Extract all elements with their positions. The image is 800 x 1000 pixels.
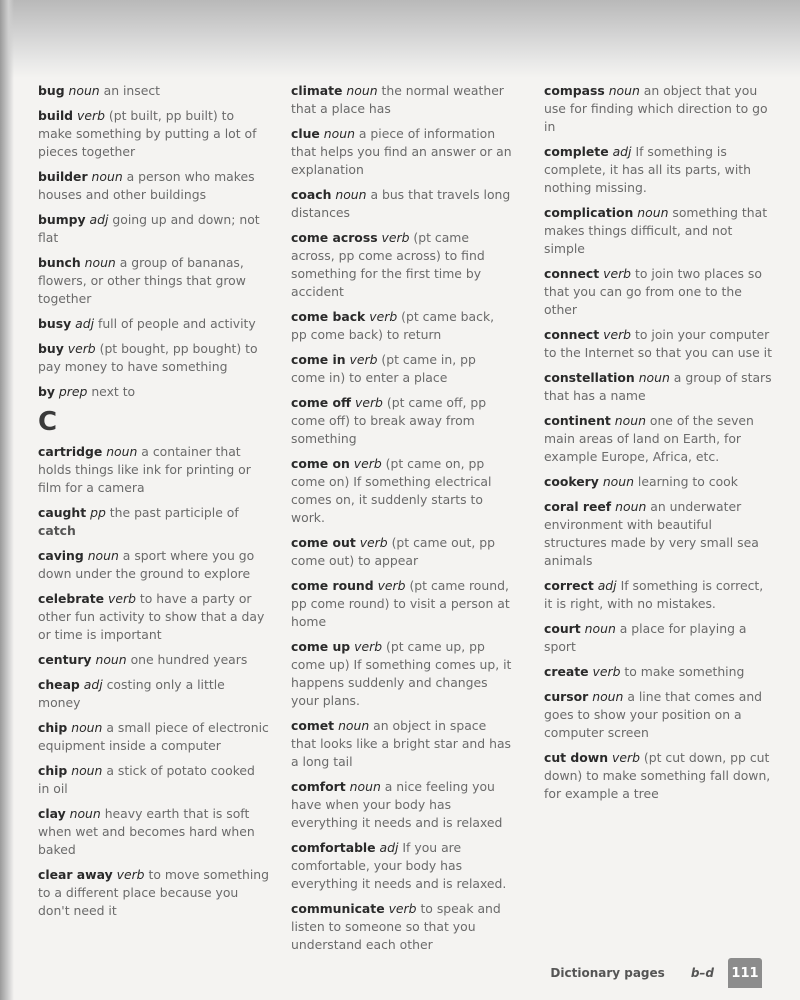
dictionary-entry — [544, 498, 772, 570]
dictionary-entry — [544, 412, 772, 466]
definition: If something is complete, it has all its parts, with nothing missing. — [544, 144, 751, 195]
part-of-speech: noun — [346, 83, 378, 98]
headword: communicate — [291, 901, 385, 916]
headword: caught — [38, 505, 87, 520]
part-of-speech: noun — [71, 763, 103, 778]
part-of-speech: verb — [377, 578, 406, 593]
definition: heavy earth that is soft when wet and becomes hard when baked — [38, 806, 255, 857]
headword: come on — [291, 456, 350, 471]
part-of-speech: pp — [90, 505, 106, 520]
part-of-speech: adj — [75, 316, 95, 331]
dictionary-entry — [544, 688, 772, 742]
part-of-speech: noun — [638, 370, 670, 385]
part-of-speech: noun — [615, 499, 647, 514]
headword: climate — [291, 83, 343, 98]
dictionary-entry — [38, 340, 270, 376]
definition: next to — [91, 384, 136, 399]
definition: to make something — [624, 664, 745, 679]
definition: If something is correct, it is right, with no mistakes. — [544, 578, 764, 611]
definition: If you are comfortable, your body has everything it needs and is relaxed. — [291, 840, 507, 891]
part-of-speech: adj — [379, 840, 399, 855]
part-of-speech: verb — [612, 750, 640, 765]
definition: costing only a little money — [38, 677, 225, 710]
dictionary-entry — [38, 383, 270, 401]
dictionary-entry — [291, 186, 513, 222]
headword: cartridge — [38, 444, 103, 459]
dictionary-entry — [291, 82, 513, 118]
headword: court — [544, 621, 581, 636]
part-of-speech: noun — [349, 779, 381, 794]
part-of-speech: noun — [87, 548, 119, 563]
definition: (pt cut down, pp cut down) to make something fall down, for example a tree — [544, 750, 771, 801]
definition: a small piece of electronic equipment inside a computer — [38, 720, 269, 753]
definition: an object that you use for finding which direction to go in — [544, 83, 768, 134]
headword: constellation — [544, 370, 635, 385]
cross-reference: catch — [38, 523, 76, 538]
headword: comfort — [291, 779, 346, 794]
dictionary-entry — [291, 455, 513, 527]
dictionary-entry — [291, 717, 513, 771]
definition: to join two places so that you can go from one to the other — [544, 266, 762, 317]
definition: a sport where you go down under the ground to explore — [38, 548, 255, 581]
headword: century — [38, 652, 92, 667]
definition: going up and down; not flat — [38, 212, 260, 245]
definition: a group of bananas, flowers, or other things that grow together — [38, 255, 246, 306]
page-number: 111 — [728, 958, 762, 988]
dictionary-entry — [38, 590, 270, 644]
part-of-speech: verb — [603, 266, 632, 281]
definition: a bus that travels long distances — [291, 187, 511, 220]
dictionary-entry — [38, 107, 270, 161]
definition: to join your computer to the Internet so that you can use it — [544, 327, 772, 360]
dictionary-entry — [544, 82, 772, 136]
headword: coral reef — [544, 499, 612, 514]
part-of-speech: verb — [381, 230, 410, 245]
headword: come out — [291, 535, 356, 550]
dictionary-entry — [38, 651, 270, 669]
definition: one hundred years — [130, 652, 248, 667]
dictionary-entry — [544, 204, 772, 258]
headword: clear away — [38, 867, 113, 882]
headword: celebrate — [38, 591, 105, 606]
part-of-speech: noun — [335, 187, 367, 202]
headword: cut down — [544, 750, 609, 765]
headword: come back — [291, 309, 366, 324]
headword: build — [38, 108, 74, 123]
headword: come round — [291, 578, 374, 593]
dictionary-entry — [544, 369, 772, 405]
part-of-speech: noun — [106, 444, 138, 459]
dictionary-entry — [38, 168, 270, 204]
part-of-speech: verb — [67, 341, 96, 356]
headword: come across — [291, 230, 378, 245]
headword: clue — [291, 126, 320, 141]
definition: a container that holds things like ink for printing or film for a camera — [38, 444, 251, 495]
definition: something that makes things difficult, and not simple — [544, 205, 768, 256]
headword: bumpy — [38, 212, 86, 227]
definition: a stick of potato cooked in oil — [38, 763, 255, 796]
definition: (pt came round, pp come round) to visit a person at home — [291, 578, 510, 629]
definition: to speak and listen to someone so that you understand each other — [291, 901, 501, 952]
headword: clay — [38, 806, 66, 821]
headword: buy — [38, 341, 64, 356]
headword: comfortable — [291, 840, 376, 855]
dictionary-entry — [38, 719, 270, 755]
headword: busy — [38, 316, 72, 331]
definition: an underwater environment with beautiful structures made by very small sea animals — [544, 499, 759, 568]
headword: complete — [544, 144, 609, 159]
headword: by — [38, 384, 55, 399]
dictionary-entry — [544, 143, 772, 197]
headword: connect — [544, 266, 600, 281]
definition: (pt came across, pp come across) to find something for the first time by accident — [291, 230, 485, 299]
part-of-speech: noun — [592, 689, 624, 704]
footer-title: Dictionary pages — [550, 966, 665, 980]
headword: cheap — [38, 677, 80, 692]
column-3 — [544, 82, 772, 803]
part-of-speech: verb — [603, 327, 632, 342]
headword: connect — [544, 327, 600, 342]
definition: (pt came off, pp come off) to break away from something — [291, 395, 487, 446]
part-of-speech: noun — [84, 255, 116, 270]
dictionary-entry — [38, 547, 270, 583]
dictionary-entry — [291, 900, 513, 954]
definition: a place for playing a sport — [544, 621, 747, 654]
dictionary-entry — [291, 394, 513, 448]
definition: to have a party or other fun activity to show that a day or time is important — [38, 591, 265, 642]
dictionary-entry — [291, 308, 513, 344]
part-of-speech: noun — [71, 720, 103, 735]
dictionary-entry — [544, 473, 772, 491]
dictionary-entry — [38, 676, 270, 712]
headword: compass — [544, 83, 605, 98]
part-of-speech: verb — [388, 901, 417, 916]
footer-range: b–d — [690, 966, 714, 980]
headword: continent — [544, 413, 611, 428]
definition: a person who makes houses and other buildings — [38, 169, 255, 202]
definition: (pt came in, pp come in) to enter a place — [291, 352, 476, 385]
dictionary-entry — [38, 82, 270, 100]
page-footer — [550, 958, 762, 988]
part-of-speech: verb — [355, 395, 383, 410]
part-of-speech: noun — [584, 621, 616, 636]
definition: to move something to a different place because you don't need it — [38, 867, 270, 918]
definition: a nice feeling you have when your body has everything it needs and is relaxed — [291, 779, 503, 830]
headword: come off — [291, 395, 352, 410]
headword: bug — [38, 83, 65, 98]
dictionary-entry — [291, 638, 513, 710]
definition: (pt bought, pp bought) to pay money to have something — [38, 341, 258, 374]
definition: learning to cook — [637, 474, 738, 489]
dictionary-entry — [544, 577, 772, 613]
headword: cookery — [544, 474, 599, 489]
headword: come up — [291, 639, 351, 654]
part-of-speech: noun — [323, 126, 355, 141]
dictionary-entry — [291, 534, 513, 570]
part-of-speech: noun — [95, 652, 127, 667]
part-of-speech: verb — [354, 639, 383, 654]
part-of-speech: prep — [58, 384, 88, 399]
definition: one of the seven main areas of land on Earth, for example Europe, Africa, etc. — [544, 413, 754, 464]
dictionary-entry — [38, 315, 270, 333]
dictionary-entry — [544, 620, 772, 656]
headword: come in — [291, 352, 346, 367]
part-of-speech: noun — [91, 169, 123, 184]
dictionary-entry — [291, 839, 513, 893]
dictionary-entry — [38, 254, 270, 308]
dictionary-entry — [544, 326, 772, 362]
headword: bunch — [38, 255, 81, 270]
part-of-speech: adj — [597, 578, 617, 593]
definition: (pt came back, pp come back) to return — [291, 309, 495, 342]
headword: comet — [291, 718, 335, 733]
headword: coach — [291, 187, 332, 202]
headword: complication — [544, 205, 634, 220]
definition: the past participle of — [109, 505, 239, 520]
part-of-speech: noun — [614, 413, 646, 428]
part-of-speech: adj — [89, 212, 109, 227]
part-of-speech: noun — [69, 806, 101, 821]
part-of-speech: noun — [602, 474, 634, 489]
entries-b — [38, 82, 270, 401]
definition: a group of stars that has a name — [544, 370, 772, 403]
definition: (pt came on, pp come on) If something electrical comes on, it suddenly starts to work. — [291, 456, 492, 525]
part-of-speech: adj — [83, 677, 103, 692]
dictionary-entry — [291, 351, 513, 387]
definition: a piece of information that helps you find an answer or an explanation — [291, 126, 512, 177]
part-of-speech: noun — [608, 83, 640, 98]
part-of-speech: noun — [68, 83, 100, 98]
part-of-speech: noun — [338, 718, 370, 733]
headword: builder — [38, 169, 88, 184]
dictionary-entry — [291, 125, 513, 179]
dictionary-entry — [38, 504, 270, 540]
definition: an insect — [103, 83, 161, 98]
headword: chip — [38, 763, 68, 778]
definition: full of people and activity — [97, 316, 256, 331]
part-of-speech: verb — [116, 867, 145, 882]
part-of-speech: verb — [359, 535, 388, 550]
part-of-speech: noun — [637, 205, 669, 220]
dictionary-entry — [291, 577, 513, 631]
book-spine-shadow — [0, 0, 14, 1000]
part-of-speech: verb — [77, 108, 105, 123]
headword: caving — [38, 548, 84, 563]
definition: (pt built, pp built) to make something by putting a lot of pieces together — [38, 108, 257, 159]
part-of-speech: verb — [369, 309, 398, 324]
headword: chip — [38, 720, 68, 735]
dictionary-entry — [38, 211, 270, 247]
headword: cursor — [544, 689, 589, 704]
part-of-speech: verb — [353, 456, 382, 471]
dictionary-entry — [544, 265, 772, 319]
part-of-speech: verb — [592, 664, 621, 679]
headword: correct — [544, 578, 594, 593]
column-2 — [291, 82, 513, 954]
dictionary-entry — [544, 749, 772, 803]
dictionary-entry — [291, 778, 513, 832]
headword: create — [544, 664, 589, 679]
definition: a line that comes and goes to show your position on a computer screen — [544, 689, 763, 740]
definition: (pt came out, pp come out) to appear — [291, 535, 496, 568]
dictionary-entry — [38, 866, 270, 920]
dictionary-entry — [544, 663, 772, 681]
dictionary-entry — [38, 762, 270, 798]
page-top-shadow — [0, 0, 800, 78]
dictionary-entry — [291, 229, 513, 301]
definition: the normal weather that a place has — [291, 83, 504, 116]
part-of-speech: adj — [612, 144, 632, 159]
part-of-speech: verb — [349, 352, 378, 367]
entries-c — [38, 443, 270, 920]
part-of-speech: verb — [108, 591, 136, 606]
definition: an object in space that looks like a bright star and has a long tail — [291, 718, 511, 769]
dictionary-entry — [38, 443, 270, 497]
column-1 — [38, 82, 270, 920]
definition: (pt came up, pp come up) If something comes up, it happens suddenly and changes your plans. — [291, 639, 512, 708]
section-letter-c: C — [38, 407, 58, 437]
dictionary-entry — [38, 805, 270, 859]
